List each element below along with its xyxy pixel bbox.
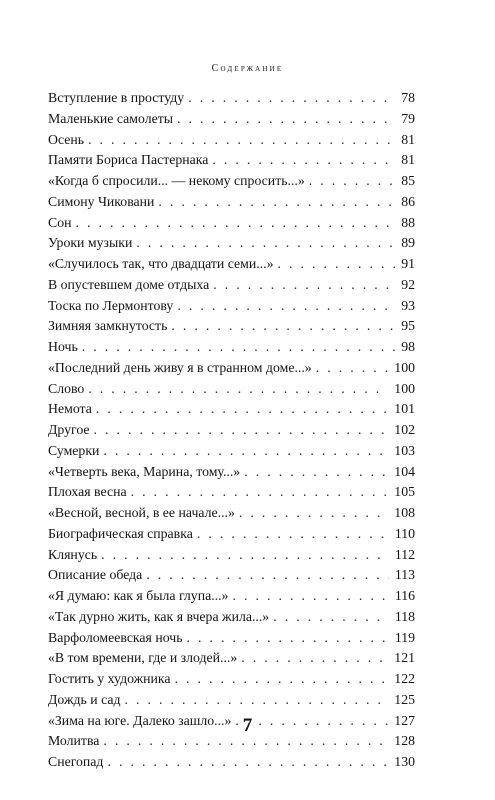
toc-entry-page: 91	[401, 256, 415, 271]
dot-leader	[187, 628, 389, 649]
dot-leader	[239, 503, 388, 524]
toc-heading: Содержание	[211, 63, 284, 74]
toc-entry	[48, 171, 415, 192]
dot-leader	[125, 690, 389, 711]
toc-entry-page: 112	[394, 546, 415, 562]
dot-leader	[107, 752, 388, 773]
toc-entry-title: Вступление в простуду	[48, 90, 185, 105]
toc-entry-title: «Весной, весной, в ее начале...»	[48, 505, 235, 520]
toc-entry	[48, 109, 415, 130]
toc-entry-page: 98	[401, 339, 415, 354]
dot-leader	[273, 607, 389, 628]
toc-entry-title: Симону Чиковани	[48, 193, 155, 209]
toc-entry-page: 93	[401, 297, 415, 313]
toc-entry	[48, 316, 415, 337]
toc-entry-page: 113	[394, 567, 415, 583]
toc-entry-title: Биографическая справка	[48, 525, 193, 541]
toc-entry-page: 81	[401, 152, 415, 168]
dot-leader	[212, 150, 395, 171]
toc-entry-title: «Последний день живу я в странном доме...»	[48, 359, 312, 375]
toc-entry-page: 100	[394, 380, 415, 396]
dot-leader	[103, 441, 388, 462]
toc-entry-page: 102	[394, 422, 415, 437]
dot-leader	[232, 586, 388, 607]
toc-entry-page: 103	[394, 442, 415, 458]
dot-leader	[82, 337, 395, 358]
toc-entry-title: Гостить у художника	[48, 671, 171, 686]
toc-entry	[48, 358, 415, 379]
dot-leader	[244, 462, 388, 483]
toc-entry-title: «Так дурно жить, как я вчера жила...»	[48, 608, 270, 624]
dot-leader	[177, 109, 395, 130]
toc-entry-page: 88	[401, 214, 415, 230]
toc-entry-page: 122	[394, 671, 415, 686]
toc-entry-page: 92	[401, 276, 415, 292]
dot-leader	[75, 213, 395, 234]
dot-leader	[146, 565, 389, 586]
toc-entry-page: 100	[394, 359, 415, 375]
toc-entry-page: 118	[394, 608, 415, 624]
toc-entry	[48, 607, 415, 628]
toc-entry-title: Ночь	[48, 339, 78, 354]
toc-entry	[48, 130, 415, 151]
toc-entry	[48, 233, 415, 254]
toc-entry-page: 105	[394, 484, 415, 500]
dot-leader	[177, 296, 395, 317]
dot-leader	[171, 316, 395, 337]
toc-entry	[48, 482, 415, 503]
toc-entry	[48, 275, 415, 296]
toc-entry-page: 79	[401, 110, 415, 126]
toc-entry-title: Описание обеда	[48, 567, 143, 583]
toc-entry-title: «Зима на юге. Далеко зашло...»	[48, 712, 232, 728]
dot-leader	[96, 399, 388, 420]
dot-leader	[213, 275, 395, 296]
toc-entry-page: 110	[394, 525, 415, 541]
dot-leader	[316, 358, 389, 379]
toc-entry-page: 104	[394, 463, 415, 479]
toc-entry-title: Тоска по Лермонтову	[48, 297, 174, 313]
toc-entry-title: Варфоломеевская ночь	[48, 629, 183, 645]
dot-leader	[158, 192, 395, 213]
toc-entry-title: Клянусь	[48, 546, 98, 562]
dot-leader	[241, 648, 388, 669]
toc-entry	[48, 420, 415, 441]
toc-entry-title: Другое	[48, 422, 90, 437]
toc-entry-page: 128	[394, 733, 415, 749]
toc-entry	[48, 586, 415, 607]
dot-leader	[136, 233, 395, 254]
toc-entry-title: «Четверть века, Марина, тому...»	[48, 463, 241, 479]
dot-leader	[131, 482, 389, 503]
toc-entry	[48, 545, 415, 566]
toc-entry-page: 121	[394, 650, 415, 666]
toc-entry	[48, 462, 415, 483]
toc-entry-page: 86	[401, 193, 415, 209]
dot-leader	[88, 379, 388, 400]
toc-entry	[48, 337, 415, 358]
toc-entry	[48, 565, 415, 586]
toc-entry	[48, 669, 415, 690]
toc-entry-title: Уроки музыки	[48, 235, 133, 251]
toc-entry	[48, 503, 415, 524]
toc-entry-title: Немота	[48, 401, 92, 417]
toc-entry-title: Сумерки	[48, 442, 100, 458]
toc-entry-title: «В том времени, где и злодей...»	[48, 650, 238, 666]
toc-entry-title: Зимняя замкнутость	[48, 318, 168, 334]
toc-entry	[48, 524, 415, 545]
toc-entry-title: Снегопад	[48, 754, 104, 769]
toc-entry-title: В опустевшем доме отдыха	[48, 276, 210, 292]
toc-entry	[48, 690, 415, 711]
toc-entry-title: Сон	[48, 214, 72, 230]
toc-entry-title: Слово	[48, 380, 85, 396]
dot-leader	[94, 420, 389, 441]
toc-entry	[48, 752, 415, 773]
toc-entry	[48, 150, 415, 171]
toc-entry-page: 95	[401, 318, 415, 334]
toc-entry-page: 127	[394, 712, 415, 728]
toc-entry	[48, 296, 415, 317]
toc-entry-title: Дождь и сад	[48, 691, 121, 707]
toc-entry-title: Плохая весна	[48, 484, 127, 500]
toc-entry-page: 89	[401, 235, 415, 251]
toc-entry-title: Молитва	[48, 733, 100, 749]
toc-entry	[48, 441, 415, 462]
toc-entry-page: 85	[401, 173, 415, 188]
toc-entry	[48, 254, 415, 275]
toc-entry	[48, 399, 415, 420]
toc-entry	[48, 88, 415, 109]
toc-entry-title: «Когда б спросили... — некому спросить...»	[48, 173, 305, 188]
toc-entry-page: 78	[401, 90, 415, 105]
toc-entry-page: 116	[394, 588, 415, 603]
dot-leader	[188, 88, 395, 109]
page-number: 7	[242, 715, 253, 736]
toc-entry-page: 81	[401, 131, 415, 147]
dot-leader	[197, 524, 389, 545]
dot-leader	[309, 171, 395, 192]
toc-entry	[48, 379, 415, 400]
toc-entry	[48, 628, 415, 649]
toc-entry-page: 108	[394, 505, 415, 520]
toc-entry-title: «Случилось так, что двадцати семи...»	[48, 256, 274, 271]
toc-entry-page: 130	[394, 754, 415, 769]
toc-entry	[48, 192, 415, 213]
dot-leader	[278, 254, 396, 275]
dot-leader	[175, 669, 389, 690]
toc-entry-page: 125	[394, 691, 415, 707]
toc-entry-page: 101	[394, 401, 415, 417]
dot-leader	[101, 545, 389, 566]
toc-entry-page: 119	[394, 629, 415, 645]
toc-entry-title: Маленькие самолеты	[48, 110, 174, 126]
toc-entry	[48, 213, 415, 234]
table-of-contents	[48, 88, 415, 773]
toc-entry-title: «Я думаю: как я была глупа...»	[48, 588, 229, 603]
toc-entry	[48, 648, 415, 669]
toc-entry-title: Осень	[48, 131, 85, 147]
toc-entry-title: Памяти Бориса Пастернака	[48, 152, 209, 168]
dot-leader	[88, 130, 395, 151]
